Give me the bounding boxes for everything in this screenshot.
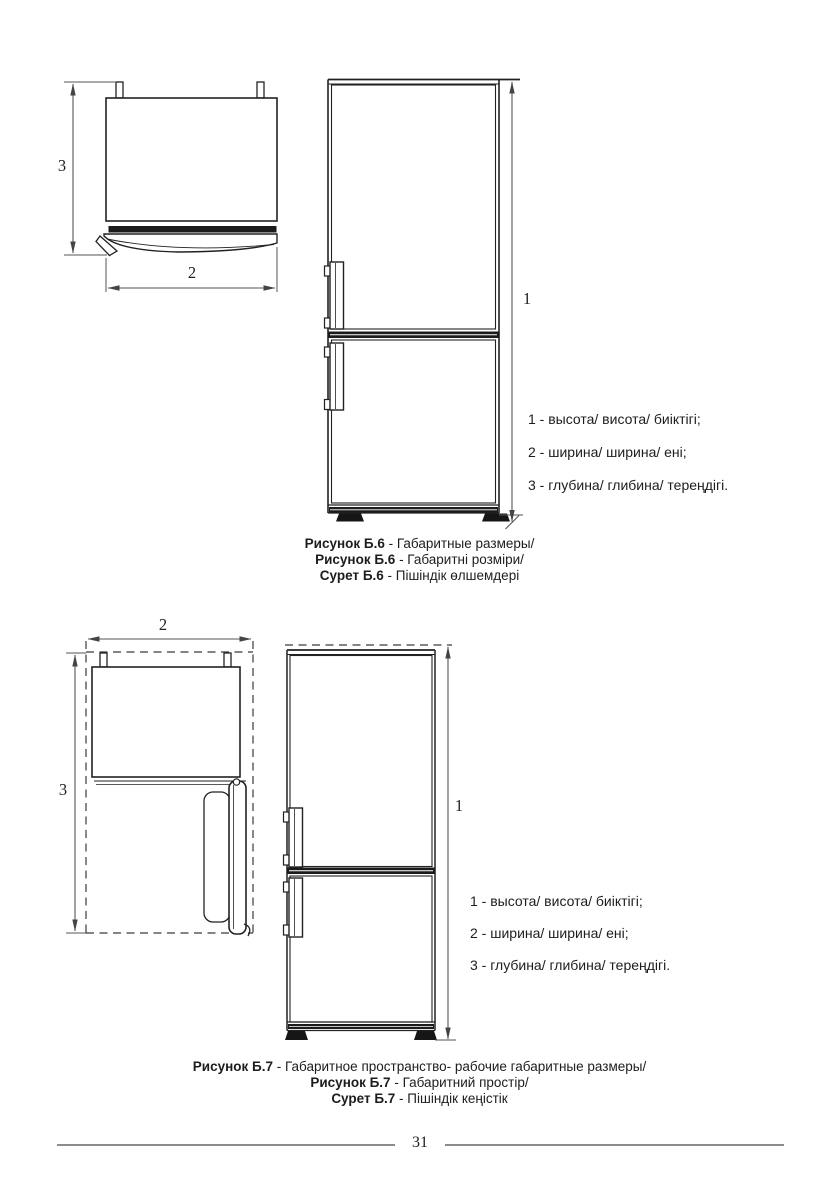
caption-figure-ref: Рисунок Б.6: [304, 536, 385, 551]
caption-figure-ref: Рисунок Б.6: [315, 551, 396, 567]
figure-b7-caption: [0, 1059, 839, 1106]
legend-item-depth: 3 - глубина/ глибина/ тереңдігі.: [470, 957, 671, 973]
caption-text: - Габаритні розміри/: [395, 551, 524, 567]
caption-text: - Пішіндік кеңістік: [395, 1090, 508, 1106]
caption-text: - Габаритное пространство- рабочие габаритные размеры/: [273, 1059, 647, 1074]
caption-figure-ref: Сурет Б.7: [331, 1090, 396, 1106]
footer-rule-right: [445, 1144, 784, 1146]
legend-item-depth: 3 - глубина/ глибина/ тереңдігі.: [528, 477, 729, 493]
caption-figure-ref: Рисунок Б.7: [192, 1059, 273, 1074]
figure-b7-top-view: [59, 615, 253, 936]
caption-line: [0, 568, 839, 584]
b7-depth-label: 3: [58, 780, 68, 799]
b6-depth-label: 3: [57, 156, 67, 175]
figure-b6-caption: [0, 536, 839, 583]
caption-text: - Пішіндік өлшемдері: [383, 567, 520, 583]
b6-width-label: 2: [187, 263, 197, 282]
figure-b6-legend: [528, 411, 728, 493]
figure-b6-top-view: [58, 82, 277, 292]
caption-figure-ref: Рисунок Б.7: [310, 1074, 391, 1090]
footer-rule-left: [57, 1144, 395, 1146]
figure-b6-front-view: [325, 80, 532, 530]
legend-item-width: 2 - ширина/ ширина/ ені;: [528, 444, 687, 460]
figure-b7-front-view: [284, 645, 464, 1040]
page-number: 31: [412, 1134, 428, 1151]
legend-item-height: 1 - высота/ висота/ биіктігі;: [528, 411, 701, 427]
caption-text: - Габаритний простір/: [390, 1074, 529, 1090]
caption-figure-ref: Сурет Б.6: [319, 567, 384, 583]
b6-height-label: 1: [522, 289, 532, 308]
caption-line: [0, 1091, 839, 1107]
caption-line: [0, 536, 839, 552]
figure-b7-legend: [470, 893, 670, 973]
legend-item-height: 1 - высота/ висота/ биіктігі;: [470, 893, 643, 909]
caption-line: [0, 552, 839, 568]
b7-height-label: 1: [454, 796, 464, 815]
caption-line: [0, 1059, 839, 1075]
b7-width-label: 2: [158, 615, 168, 634]
legend-item-width: 2 - ширина/ ширина/ ені;: [470, 925, 629, 941]
caption-text: - Габаритные размеры/: [384, 536, 535, 551]
caption-line: [0, 1075, 839, 1091]
